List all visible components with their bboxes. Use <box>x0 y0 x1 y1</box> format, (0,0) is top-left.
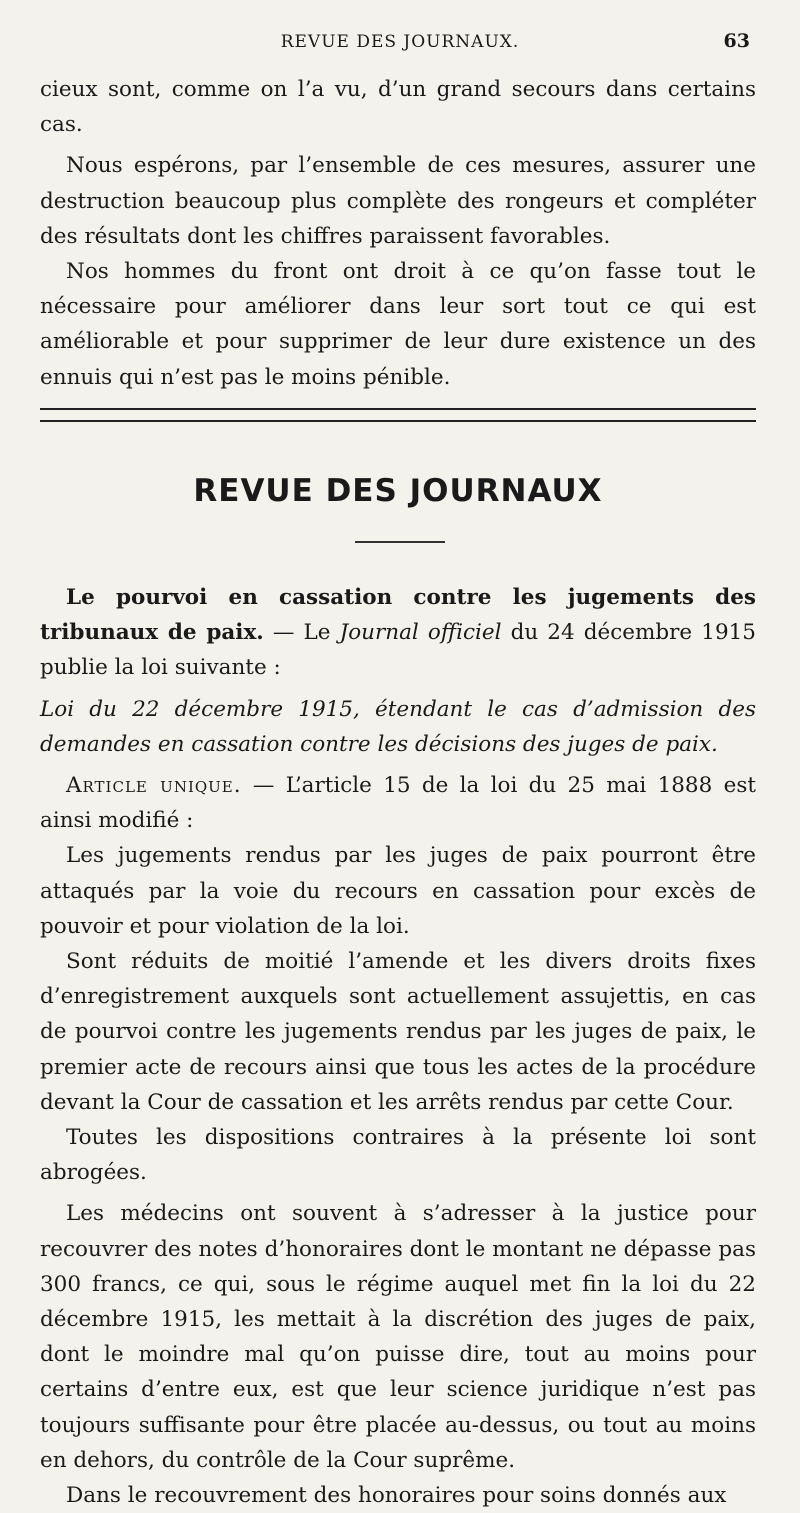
paragraph-continuation: cieux sont, comme on l’a vu, d’un grand secours dans certains cas. <box>40 77 756 138</box>
heading-underline <box>355 541 445 543</box>
section-heading: REVUE DES JOURNAUX <box>193 473 603 509</box>
law-paragraph-1: Les jugements rendus par les juges de paix pourront être attaqués par la voie du recours en cassation pour excès de pouvoir et pour violation de la loi. <box>40 843 756 939</box>
running-head <box>40 30 760 60</box>
page-number: 63 <box>723 30 750 52</box>
commentary-continuation: Dans le recouvrement des honoraires pour soins donnés aux <box>66 1483 727 1509</box>
journal-name: Journal officiel <box>339 620 502 646</box>
article-text: — L’article 15 de la loi du 25 mai 1888 est ainsi modifié : <box>40 773 756 834</box>
double-rule-divider <box>40 408 756 422</box>
law-paragraph-3: Toutes les dispositions contraires à la présente loi sont abrogées. <box>40 1125 756 1186</box>
article-block <box>40 580 756 1513</box>
intro-after: du 24 décembre 1915 publie la loi suivante : <box>40 620 756 681</box>
article-unique <box>40 768 756 838</box>
paragraph-measures: Nous espérons, par l’ensemble de ces mesures, assurer une destruction beaucoup plus complète des rongeurs et compléter des résultats dont les chiffres paraissent favorables. <box>40 153 756 249</box>
article-intro <box>40 580 756 686</box>
article-title: Le pourvoi en cassation contre les jugements des tribunaux de paix. <box>40 585 756 646</box>
top-text-block <box>40 72 756 395</box>
article-label: Article unique. <box>66 773 242 799</box>
commentary-paragraph: Les médecins ont souvent à s’adresser à la justice pour recouvrer des notes d’honoraires dont le montant ne dépasse pas 300 francs, ce qui, sous le régime auquel met fin la loi du 22 décembre 1915, les mettait à la discrétion des juges de paix, dont le moindre mal qu’on puisse dire, tout au moins pour certains d’entre eux, est que leur science juridique n’est pas toujours suffisante pour être placée au-dessus, ou tout au moins en dehors, du contrôle de la Cour suprême. <box>40 1201 756 1473</box>
paragraph-front: Nos hommes du front ont droit à ce qu’on fasse tout le nécessaire pour améliorer dans leur sort tout ce qui est améliorable et pour supprimer de leur dure existence un des ennuis qui n’est pas le moins pénible. <box>40 259 756 390</box>
law-paragraph-2: Sont réduits de moitié l’amende et les divers droits fixes d’enregistrement auxquels sont actuellement assujettis, en cas de pourvoi contre les jugements rendus par les juges de paix, le premier acte de recours ainsi que tous les actes de la procédure devant la Cour de cassation et les arrêts rendus par cette Cour. <box>40 949 756 1115</box>
law-title: Loi du 22 décembre 1915, étendant le cas d’admission des demandes en cassation contre les décisions des juges de paix. <box>40 696 756 757</box>
intro-before: — Le <box>263 620 340 646</box>
running-title: REVUE DES JOURNAUX. <box>280 32 520 52</box>
